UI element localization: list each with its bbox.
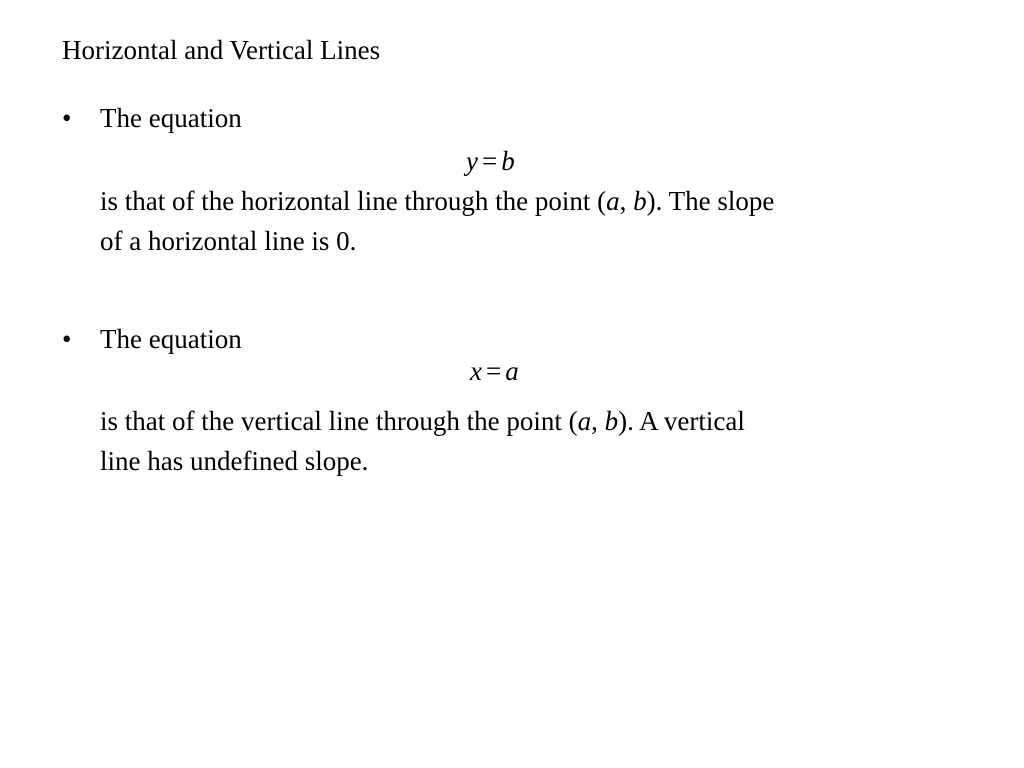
slide-title: Horizontal and Vertical Lines: [62, 35, 381, 65]
explanation-line: [100, 181, 980, 221]
bullet-lead-text: The equation: [100, 103, 242, 133]
explanation-line: [100, 401, 980, 441]
bullet-explanation: [100, 181, 980, 261]
explanation-text: is that of the horizontal line through the point (: [100, 186, 607, 216]
bullet-explanation: [100, 401, 980, 481]
point-separator: ,: [591, 406, 605, 436]
point-b-variable: b: [633, 186, 647, 216]
explanation-line: of a horizontal line is 0.: [100, 226, 357, 256]
point-a-variable: a: [577, 406, 592, 436]
explanation-line: line has undefined slope.: [100, 446, 369, 476]
equation-operator: =: [481, 146, 498, 176]
point-a-variable: a: [606, 186, 620, 216]
bullet-marker: •: [62, 324, 72, 354]
bullet-marker: •: [62, 103, 72, 133]
equation-operator: =: [485, 356, 502, 386]
equation-rhs: b: [501, 146, 515, 176]
equation-lhs: y: [466, 146, 478, 176]
explanation-text: is that of the vertical line through the point (: [100, 406, 578, 436]
equation-x-equals-a: [470, 353, 519, 389]
bullet-lead-text: The equation: [100, 324, 242, 354]
point-b-variable: b: [604, 406, 619, 436]
explanation-text: ). A vertical: [618, 406, 745, 436]
explanation-text: ). The slope: [646, 186, 775, 216]
equation-y-equals-b: [466, 143, 515, 179]
point-separator: ,: [619, 186, 634, 216]
equation-lhs: x: [470, 356, 482, 386]
equation-rhs: a: [505, 356, 519, 386]
